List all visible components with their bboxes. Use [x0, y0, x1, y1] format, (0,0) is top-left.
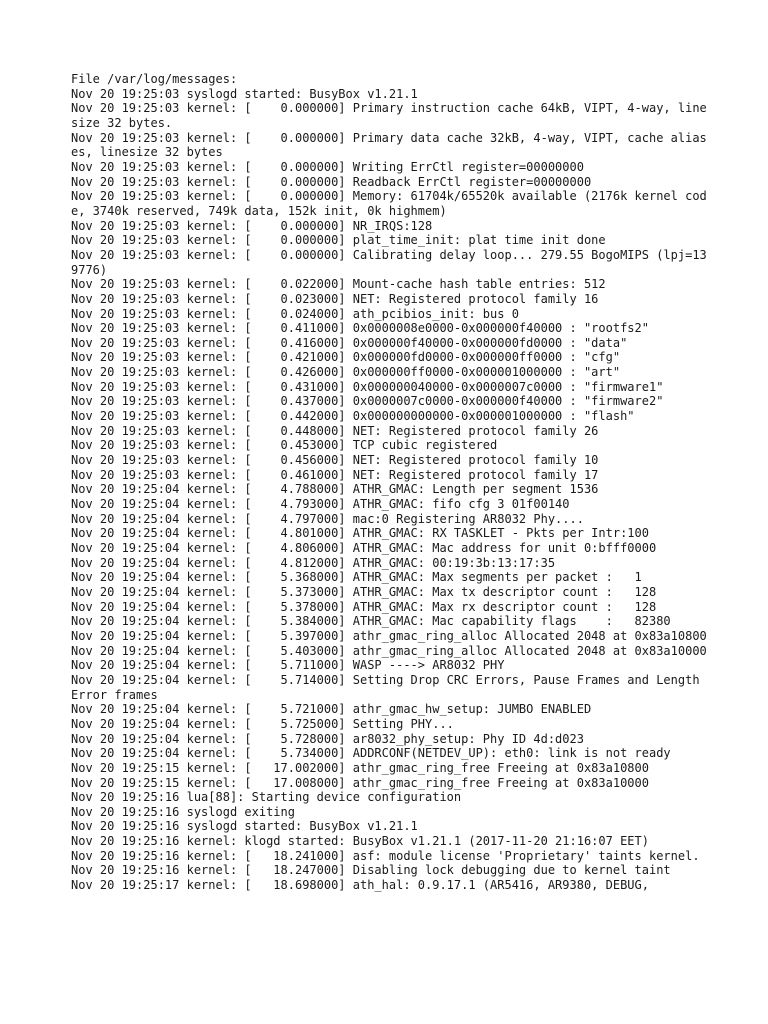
log-line: Nov 20 19:25:03 kernel: [ 0.000000] Writing ErrCtl register=00000000 — [71, 159, 584, 174]
log-line: Nov 20 19:25:04 kernel: [ 5.384000] ATHR_GMAC: Mac capability flags : 82380 — [71, 614, 671, 629]
log-line: Nov 20 19:25:17 kernel: [ 18.698000] ath_hal: 0.9.17.1 (AR5416, AR9380, DEBUG, — [71, 878, 649, 893]
log-line: Nov 20 19:25:03 syslogd started: BusyBox v1.21.1 — [71, 86, 418, 101]
log-line: Nov 20 19:25:04 kernel: [ 5.711000] WASP ----> AR8032 PHY — [71, 658, 505, 673]
log-line: Nov 20 19:25:03 kernel: [ 0.461000] NET: Registered protocol family 17 — [71, 467, 599, 482]
log-line: Nov 20 19:25:04 kernel: [ 5.403000] athr_gmac_ring_alloc Allocated 2048 at 0x83a10000 — [71, 643, 707, 658]
log-line: Nov 20 19:25:03 kernel: [ 0.000000] Calibrating delay loop... 279.55 BogoMIPS (lpj=139776) — [71, 247, 707, 277]
log-line: Nov 20 19:25:03 kernel: [ 0.000000] Primary instruction cache 64kB, VIPT, 4-way, linesize 32 bytes. — [71, 101, 707, 130]
log-line: Nov 20 19:25:03 kernel: [ 0.000000] Memory: 61704k/65520k available (2176k kernel code, 3740k reserved, 749k data, 152k init, 0k highmem) — [71, 189, 707, 218]
log-line: Nov 20 19:25:03 kernel: [ 0.024000] ath_pcibios_init: bus 0 — [71, 306, 519, 321]
log-line: Nov 20 19:25:03 kernel: [ 0.022000] Mount-cache hash table entries: 512 — [71, 277, 606, 292]
log-lines — [71, 87, 711, 893]
log-line: Nov 20 19:25:03 kernel: [ 0.411000] 0x0000008e0000-0x000000f40000 : "rootfs2" — [71, 321, 649, 336]
log-line: Nov 20 19:25:04 kernel: [ 5.378000] ATHR_GMAC: Max rx descriptor count : 128 — [71, 599, 657, 614]
log-line: Nov 20 19:25:03 kernel: [ 0.431000] 0x000000040000-0x0000007c0000 : "firmware1" — [71, 379, 664, 394]
log-line: Nov 20 19:25:03 kernel: [ 0.421000] 0x000000fd0000-0x000000ff0000 : "cfg" — [71, 350, 621, 365]
log-line: Nov 20 19:25:03 kernel: [ 0.000000] plat_time_init: plat time init done — [71, 233, 606, 248]
log-line: Nov 20 19:25:03 kernel: [ 0.023000] NET: Registered protocol family 16 — [71, 291, 599, 306]
log-file-header: File /var/log/messages: — [71, 72, 238, 86]
log-line: Nov 20 19:25:15 kernel: [ 17.002000] athr_gmac_ring_free Freeing at 0x83a10800 — [71, 760, 649, 775]
log-line: Nov 20 19:25:04 kernel: [ 5.368000] ATHR_GMAC: Max segments per packet : 1 — [71, 570, 642, 585]
log-line: Nov 20 19:25:04 kernel: [ 5.373000] ATHR_GMAC: Max tx descriptor count : 128 — [71, 584, 657, 599]
log-line: Nov 20 19:25:03 kernel: [ 0.000000] NR_IRQS:128 — [71, 218, 433, 233]
log-line: Nov 20 19:25:04 kernel: [ 4.812000] ATHR_GMAC: 00:19:3b:13:17:35 — [71, 555, 556, 570]
log-line: Nov 20 19:25:03 kernel: [ 0.416000] 0x000000f40000-0x000000fd0000 : "data" — [71, 335, 628, 350]
log-document — [71, 72, 711, 893]
log-line: Nov 20 19:25:16 syslogd exiting — [71, 804, 295, 819]
log-line: Nov 20 19:25:03 kernel: [ 0.437000] 0x0000007c0000-0x000000f40000 : "firmware2" — [71, 394, 664, 409]
log-line: Nov 20 19:25:04 kernel: [ 5.728000] ar8032_phy_setup: Phy ID 4d:d023 — [71, 731, 584, 746]
log-line: Nov 20 19:25:03 kernel: [ 0.453000] TCP cubic registered — [71, 438, 498, 453]
log-line: Nov 20 19:25:03 kernel: [ 0.442000] 0x000000000000-0x000001000000 : "flash" — [71, 409, 635, 424]
log-line: Nov 20 19:25:04 kernel: [ 5.714000] Setting Drop CRC Errors, Pause Frames and Length Error frames — [71, 672, 707, 702]
log-line: Nov 20 19:25:04 kernel: [ 5.721000] athr_gmac_hw_setup: JUMBO ENABLED — [71, 702, 592, 717]
log-line: Nov 20 19:25:03 kernel: [ 0.000000] Readback ErrCtl register=00000000 — [71, 174, 592, 189]
log-line: Nov 20 19:25:04 kernel: [ 4.797000] mac:0 Registering AR8032 Phy.... — [71, 511, 584, 526]
log-line: Nov 20 19:25:04 kernel: [ 4.806000] ATHR_GMAC: Mac address for unit 0:bfff0000 — [71, 541, 657, 555]
log-line: Nov 20 19:25:04 kernel: [ 5.725000] Setting PHY... — [71, 716, 454, 731]
log-line: Nov 20 19:25:03 kernel: [ 0.456000] NET: Registered protocol family 10 — [71, 453, 599, 468]
log-line: Nov 20 19:25:03 kernel: [ 0.426000] 0x000000ff0000-0x000001000000 : "art" — [71, 365, 621, 380]
log-line: Nov 20 19:25:16 kernel: [ 18.241000] asf: module license 'Proprietary' taints kernel. — [71, 848, 700, 863]
log-line: Nov 20 19:25:15 kernel: [ 17.008000] athr_gmac_ring_free Freeing at 0x83a10000 — [71, 775, 649, 790]
log-line: Nov 20 19:25:16 lua[88]: Starting device configuration — [71, 790, 462, 805]
log-line: Nov 20 19:25:16 kernel: [ 18.247000] Disabling lock debugging due to kernel taint — [71, 863, 671, 878]
log-line: Nov 20 19:25:04 kernel: [ 4.788000] ATHR_GMAC: Length per segment 1536 — [71, 482, 599, 497]
log-line: Nov 20 19:25:04 kernel: [ 4.793000] ATHR_GMAC: fifo cfg 3 01f00140 — [71, 497, 570, 512]
log-line: Nov 20 19:25:04 kernel: [ 4.801000] ATHR_GMAC: RX TASKLET - Pkts per Intr:100 — [71, 526, 649, 541]
log-line: Nov 20 19:25:16 syslogd started: BusyBox v1.21.1 — [71, 819, 418, 834]
log-line: Nov 20 19:25:04 kernel: [ 5.734000] ADDRCONF(NETDEV_UP): eth0: link is not ready — [71, 746, 671, 761]
log-line: Nov 20 19:25:04 kernel: [ 5.397000] athr_gmac_ring_alloc Allocated 2048 at 0x83a10800 — [71, 628, 707, 643]
log-line: Nov 20 19:25:03 kernel: [ 0.000000] Primary data cache 32kB, 4-way, VIPT, cache aliases, linesize 32 bytes — [71, 130, 707, 160]
log-line: Nov 20 19:25:03 kernel: [ 0.448000] NET: Registered protocol family 26 — [71, 423, 599, 438]
log-line: Nov 20 19:25:16 kernel: klogd started: BusyBox v1.21.1 (2017-11-20 21:16:07 EET) — [71, 834, 649, 849]
